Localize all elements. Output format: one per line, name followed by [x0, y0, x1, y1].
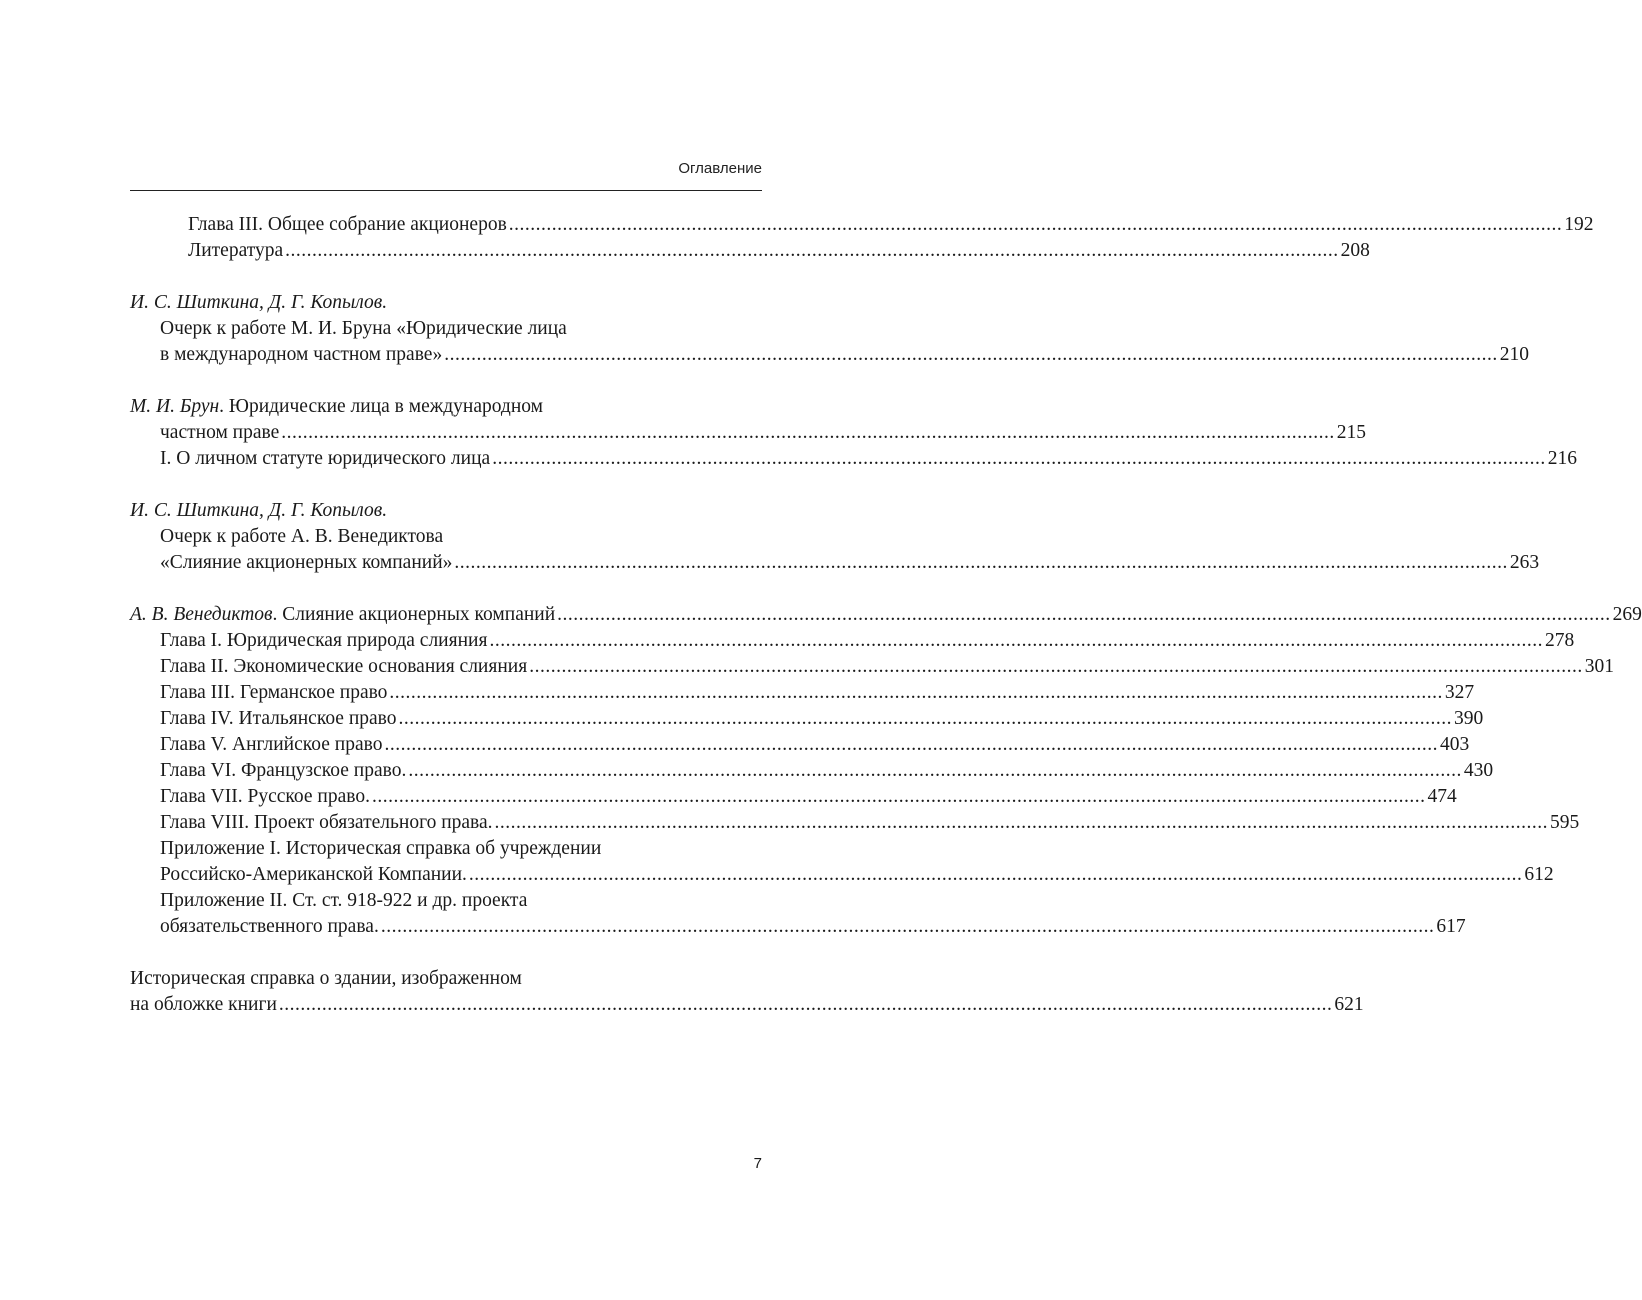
page-ref: 216: [1547, 448, 1577, 469]
toc-entry-title: Очерк к работе М. И. Бруна «Юридические лица: [160, 318, 567, 339]
toc-entry[interactable]: частном праве .................................................................................................................................................................................................... 215: [130, 420, 758, 446]
table-of-contents: [130, 212, 1642, 1018]
page-ref: 263: [1509, 552, 1540, 573]
page-ref: 430: [1463, 760, 1494, 781]
page-ref: 278: [1544, 630, 1575, 651]
section-gap: [130, 576, 758, 602]
toc-entry[interactable]: Глава II. Экономические основания слияния .................................................................................................................................................................................................... 301: [130, 654, 758, 680]
page-ref: 390: [1454, 708, 1484, 729]
toc-entry[interactable]: Глава III. Общее собрание акционеров .................................................................................................................................................................................................... 192: [130, 212, 758, 238]
toc-entry[interactable]: Литература .................................................................................................................................................................................................... 208: [130, 238, 758, 264]
toc-entry-title: Очерк к работе А. В. Венедиктова: [160, 526, 444, 547]
toc-entry[interactable]: Российско-Американской Компании. .................................................................................................................................................................................................... 612: [130, 862, 758, 888]
section-gap: [130, 940, 758, 966]
toc-entry[interactable]: Глава I. Юридическая природа слияния .................................................................................................................................................................................................... 278: [130, 628, 758, 654]
toc-entry[interactable]: в международном частном праве» .................................................................................................................................................................................................... 210: [130, 342, 758, 368]
toc-entry[interactable]: Глава IV. Итальянское право .................................................................................................................................................................................................... 390: [130, 706, 758, 732]
page-ref: 621: [1334, 994, 1364, 1015]
page-ref: 595: [1550, 812, 1580, 833]
page-ref: 617: [1436, 916, 1466, 937]
toc-entry-title: М. И. Брун. Юридические лица в международном: [130, 396, 543, 417]
toc-entry-title: Приложение I. Историческая справка об учреждении: [160, 838, 602, 859]
toc-entry[interactable]: на обложке книги .................................................................................................................................................................................................... 621: [130, 992, 758, 1018]
page-number: 7: [753, 1155, 762, 1172]
page-ref: 474: [1427, 786, 1457, 807]
page-ref: 208: [1340, 240, 1370, 261]
page-ref: 210: [1499, 344, 1529, 365]
toc-entry-title: Приложение II. Ст. ст. 918-922 и др. проекта: [160, 890, 528, 911]
running-header: Оглавление: [678, 160, 762, 177]
page-ref: 612: [1524, 864, 1554, 885]
toc-entry[interactable]: А. В. Венедиктов. Слияние акционерных компаний .................................................................................................................................................................................................... 269: [130, 602, 758, 628]
page-ref: 301: [1584, 656, 1614, 677]
page-ref: 327: [1444, 682, 1475, 703]
toc-entry[interactable]: Глава III. Германское право .................................................................................................................................................................................................... 327: [130, 680, 758, 706]
toc-authors: И. С. Шиткина, Д. Г. Копылов.: [130, 292, 388, 313]
page-ref: 403: [1439, 734, 1470, 755]
toc-entry[interactable]: I. О личном статуте юридического лица .................................................................................................................................................................................................... 216: [130, 446, 758, 472]
page-ref: 269: [1612, 604, 1642, 625]
page-ref: 215: [1336, 422, 1367, 443]
section-gap: [130, 472, 758, 498]
page-ref: 192: [1564, 214, 1594, 235]
toc-entry[interactable]: обязательственного права. .................................................................................................................................................................................................... 617: [130, 914, 758, 940]
toc-entry-title: Историческая справка о здании, изображенном: [130, 968, 522, 989]
toc-entry[interactable]: Глава VI. Французское право. .................................................................................................................................................................................................... 430: [130, 758, 758, 784]
toc-entry[interactable]: Глава V. Английское право .................................................................................................................................................................................................... 403: [130, 732, 758, 758]
toc-entry[interactable]: «Слияние акционерных компаний» .................................................................................................................................................................................................... 263: [130, 550, 758, 576]
toc-entry[interactable]: Глава VII. Русское право. .................................................................................................................................................................................................... 474: [130, 784, 758, 810]
header-rule: [130, 190, 762, 191]
section-gap: [130, 368, 758, 394]
section-gap: [130, 264, 758, 290]
toc-authors: И. С. Шиткина, Д. Г. Копылов.: [130, 500, 388, 521]
toc-entry[interactable]: Глава VIII. Проект обязательного права. .................................................................................................................................................................................................... 595: [130, 810, 758, 836]
